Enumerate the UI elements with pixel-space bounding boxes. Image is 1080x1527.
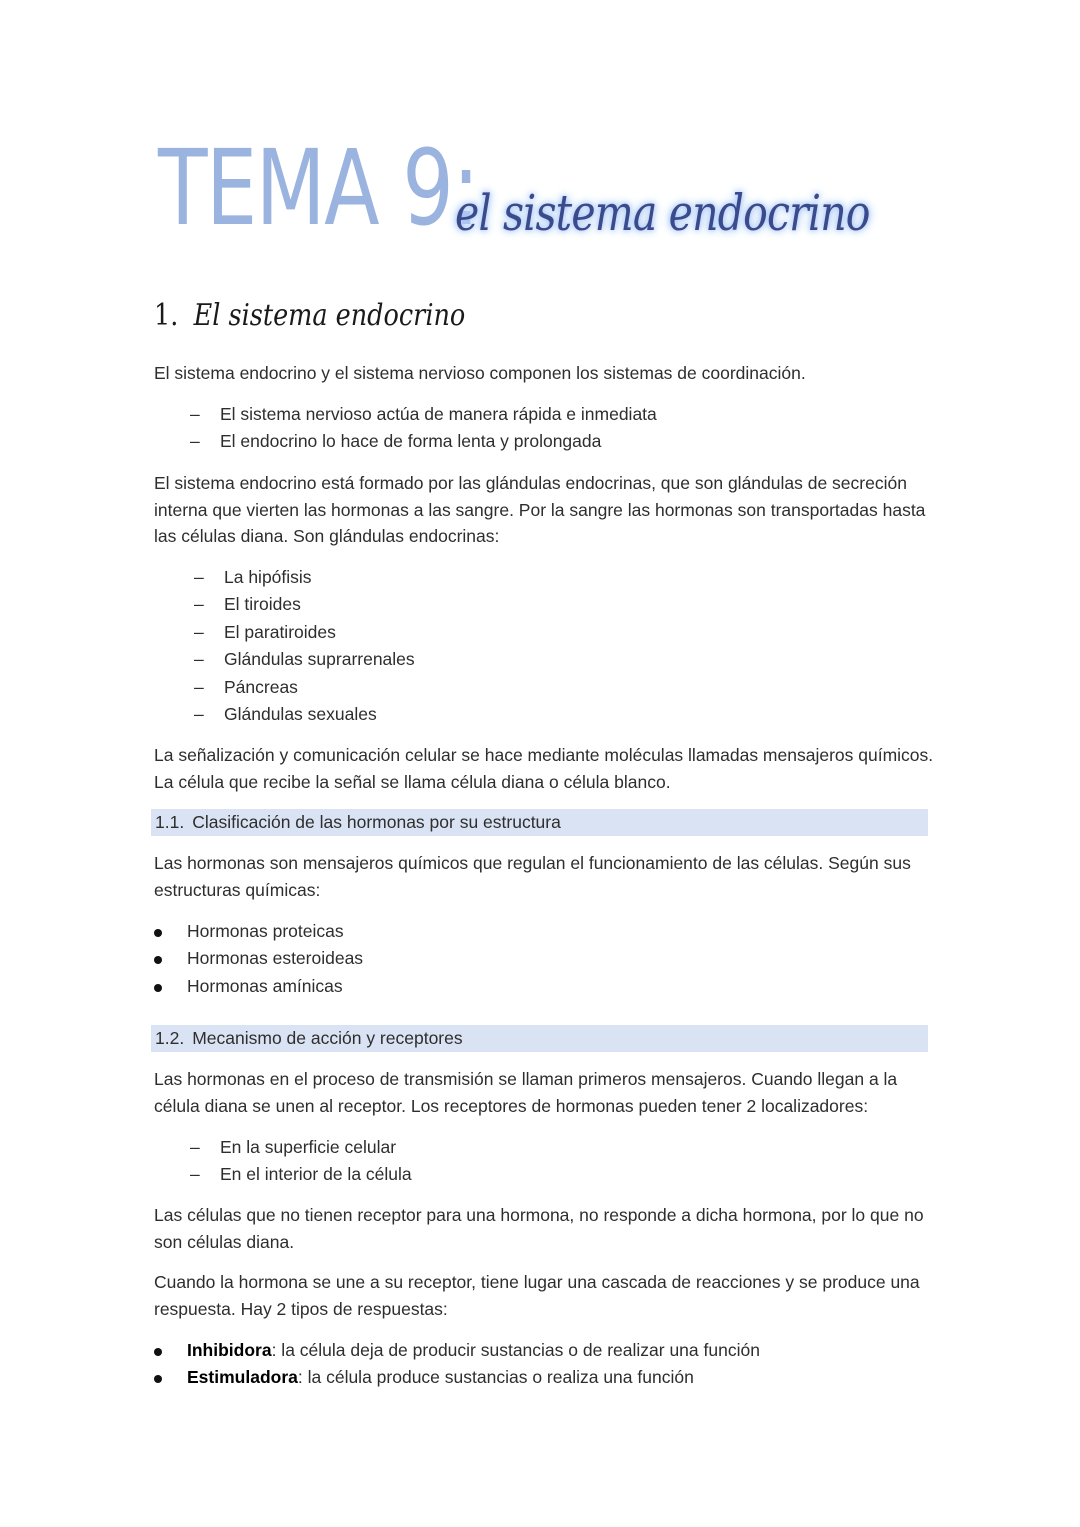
transmission-paragraph: Las hormonas en el proceso de transmisión se llaman primeros mensajeros. Cuando llegan a la célula diana se unen al receptor. Los receptores de hormonas pueden tener 2 localizadores: [154, 1069, 898, 1116]
section-1-2-title: Mecanismo de acción y receptores [192, 1028, 463, 1048]
section-1-1-title: Clasificación de las hormonas por su estructura [192, 812, 561, 832]
list-item: Hormonas proteicas [187, 918, 363, 945]
list-item: – El sistema nervioso actúa de manera rápida e inmediata [190, 404, 657, 424]
list-item: Estimuladora: la célula produce sustancias o realiza una función [187, 1364, 760, 1391]
intro-paragraph: El sistema endocrino y el sistema nervioso componen los sistemas de coordinación. [154, 363, 806, 383]
hormone-types-list [187, 918, 363, 1000]
section-1-1-heading [151, 809, 928, 836]
section-1-1-number: 1.1. [155, 812, 185, 832]
list-item: – El endocrino lo hace de forma lenta y prolongada [190, 431, 602, 452]
responses-list [187, 1337, 760, 1392]
page-subtitle: el sistema endocrino [455, 184, 870, 242]
section-1-heading [154, 292, 465, 340]
page-title: TEMA 9: [158, 127, 479, 249]
signaling-paragraph: La señalización y comunicación celular se hace mediante moléculas llamadas mensajeros químicos. La célula que recibe la señal se llama célula diana o célula blanco. [154, 745, 934, 792]
list-item: – En la superficie celular [190, 1137, 397, 1157]
glands-list [194, 564, 415, 728]
list-item: – El paratiroides [194, 621, 336, 642]
list-item: Hormonas amínicas [187, 973, 363, 1000]
list-item: Inhibidora: la célula deja de producir sustancias o de realizar una función [187, 1337, 760, 1364]
list-item: Hormonas esteroideas [187, 945, 363, 972]
response-term: Inhibidora [187, 1340, 272, 1360]
list-item: – En el interior de la célula [190, 1164, 412, 1185]
section-1-title: El sistema endocrino [193, 298, 466, 333]
list-item: – La hipófisis [194, 567, 312, 587]
cascade-paragraph: Cuando la hormona se une a su receptor, tiene lugar una cascada de reacciones y se produce una respuesta. Hay 2 tipos de respuestas: [154, 1272, 920, 1319]
coordination-list [190, 401, 657, 456]
section-1-number: 1. [154, 298, 179, 333]
no-receptor-paragraph: Las células que no tienen receptor para una hormona, no responde a dicha hormona, por lo que no son células diana. [154, 1205, 924, 1252]
list-item: – El tiroides [194, 594, 301, 615]
response-term: Estimuladora [187, 1367, 298, 1388]
list-item: – Glándulas sexuales [194, 704, 377, 725]
hormones-paragraph: Las hormonas son mensajeros químicos que regulan el funcionamiento de las células. Según sus estructuras químicas: [154, 853, 911, 900]
section-1-2-heading [151, 1025, 928, 1052]
glands-paragraph: El sistema endocrino está formado por las glándulas endocrinas, que son glándulas de secreción interna que vierten las hormonas a las sangre. Por la sangre las hormonas son transportadas hasta las células diana. Son glándulas endocrinas: [154, 473, 926, 546]
section-1-2-number: 1.2. [155, 1028, 185, 1048]
list-item: – Páncreas [194, 676, 298, 697]
list-item: – Glándulas suprarrenales [194, 649, 415, 670]
receptor-locations-list [190, 1134, 412, 1189]
